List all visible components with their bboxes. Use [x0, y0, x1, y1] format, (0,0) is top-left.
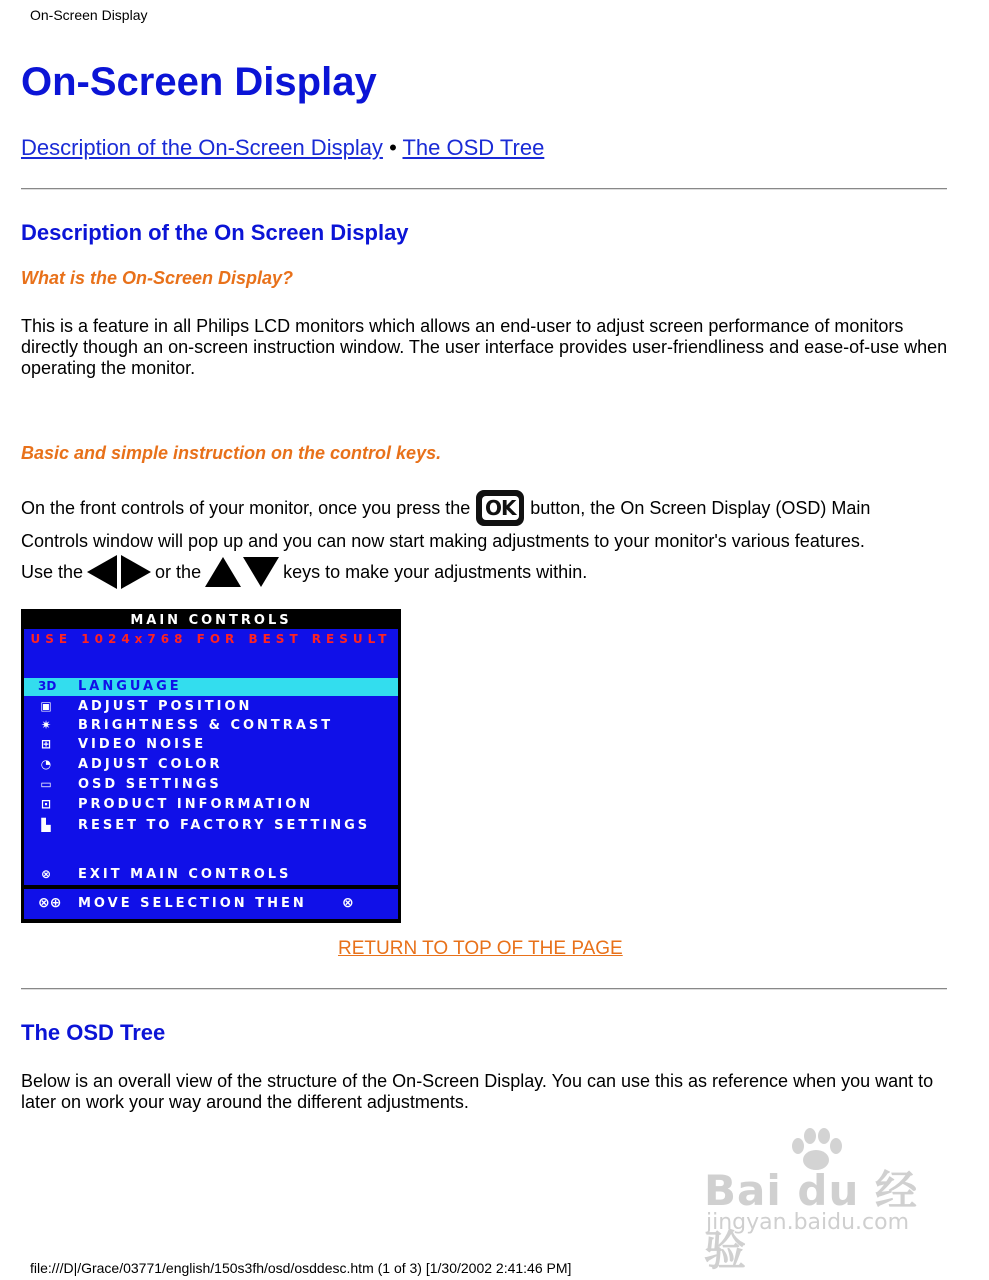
osd-panel [24, 629, 398, 885]
video-noise-icon: ⊞ [40, 737, 52, 751]
language-icon: 3D [38, 679, 57, 693]
header-title: On-Screen Display [30, 7, 148, 23]
right-arrow-icon [121, 555, 151, 589]
subheading-control-keys: Basic and simple instruction on the control keys. [21, 443, 442, 463]
footer-path: file:///D|/Grace/03771/english/150s3fh/osd/osddesc.htm (1 of 3) [1/30/2002 2:41:46 PM] [30, 1260, 572, 1276]
section-heading-description: Description of the On Screen Display [21, 220, 409, 245]
left-arrow-icon [87, 555, 117, 589]
toc-link-osd-tree[interactable]: The OSD Tree [402, 135, 545, 160]
page-title: On-Screen Display [21, 60, 377, 104]
up-arrow-icon [205, 557, 241, 587]
instruction-text: or the [155, 561, 202, 582]
instruction-text: On the front controls of your monitor, once you press the [21, 497, 471, 518]
ok-button-icon: OK [476, 490, 524, 526]
osd-item-exit: ⊗ EXIT MAIN CONTROLS [24, 866, 398, 884]
osd-title: MAIN CONTROLS [130, 613, 292, 628]
watermark-url: jingyan.baidu.com [706, 1210, 910, 1235]
ok-circle-icon: ⊗ [342, 895, 354, 911]
instruction-text: button, the On Screen Display (OSD) Main [530, 497, 871, 518]
up-down-button-icon: ⊗⊕ [38, 895, 62, 911]
toc-link-description[interactable]: Description of the On-Screen Display [21, 135, 383, 160]
toc-separator: • [389, 135, 397, 160]
divider [21, 988, 947, 990]
osd-item-language: 3D LANGUAGE [24, 678, 398, 696]
brightness-icon: ✷ [40, 718, 52, 732]
exit-icon: ⊗ [40, 867, 52, 881]
info-icon: ⊡ [40, 797, 52, 811]
instruction-line-1 [21, 490, 870, 526]
down-arrow-icon [243, 557, 279, 587]
osd-item-reset: ▙ RESET TO FACTORY SETTINGS [24, 817, 398, 835]
instruction-text: Controls window will pop up and you can now start making adjustments to your monitor's various features. [21, 531, 865, 551]
position-icon: ▣ [40, 699, 52, 713]
baidu-watermark [700, 1128, 940, 1275]
divider [21, 188, 947, 190]
osd-item-adjust-color: ◔ ADJUST COLOR [24, 756, 398, 774]
osd-item-osd-settings: ▭ OSD SETTINGS [24, 776, 398, 794]
section-heading-osd-tree: The OSD Tree [21, 1020, 166, 1045]
instruction-text: Use the [21, 561, 84, 582]
paragraph-osd-tree: Below is an overall view of the structure of the On-Screen Display. You can use this as reference when you want to later on work your way around the different adjustments. [21, 1071, 934, 1112]
subheading-what-is-osd: What is the On-Screen Display? [21, 268, 294, 288]
factory-icon: ▙ [41, 818, 51, 832]
osd-subtitle: USE 1024x768 FOR BEST RESULT [30, 632, 392, 646]
instruction-line-3 [21, 555, 587, 589]
paragraph-osd-intro: This is a feature in all Philips LCD monitors which allows an end-user to adjust screen performance of monitors directly though an on-screen instruction window. The user interface provides user-friendliness and ease-of-use when operating the monitor. [21, 316, 948, 378]
osd-main-controls-image [21, 609, 401, 923]
osd-item-product-information: ⊡ PRODUCT INFORMATION [24, 796, 398, 814]
return-to-top-link[interactable]: RETURN TO TOP OF THE PAGE [338, 938, 623, 959]
osd-item-brightness-contrast: ✷ BRIGHTNESS & CONTRAST [24, 717, 398, 735]
osd-item-adjust-position: ▣ ADJUST POSITION [24, 698, 398, 716]
osd-item-video-noise: ⊞ VIDEO NOISE [24, 736, 398, 754]
up-down-arrows-icon [205, 557, 279, 587]
color-icon: ◔ [40, 757, 52, 771]
instruction-text: keys to make your adjustments within. [283, 561, 588, 582]
watermark-brand: Bai du 经验 [704, 1166, 918, 1275]
osd-footer: ⊗⊕ MOVE SELECTION THEN ⊗ [24, 889, 398, 919]
table-of-contents [21, 135, 544, 161]
left-right-arrows-icon [87, 555, 151, 589]
instruction-line-2 [21, 531, 865, 552]
osd-settings-icon: ▭ [40, 777, 52, 791]
